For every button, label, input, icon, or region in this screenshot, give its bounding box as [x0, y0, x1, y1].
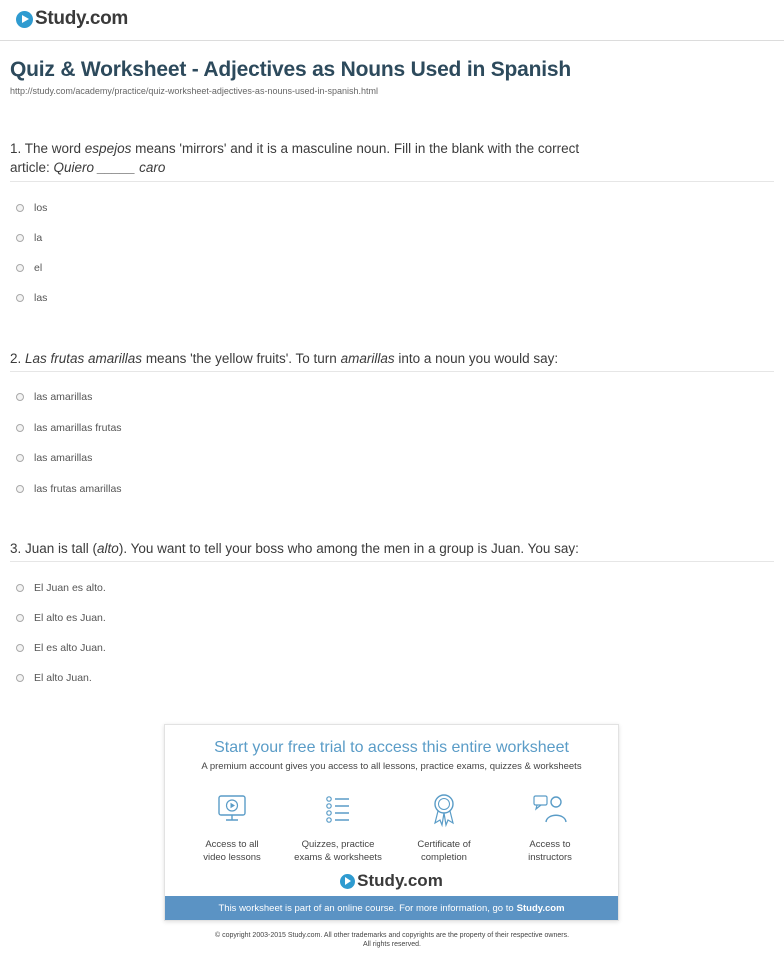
radio-button[interactable]	[16, 644, 24, 652]
q3-option-4[interactable]: El alto Juan.	[16, 672, 92, 684]
q3-option-3[interactable]: El es alto Juan.	[16, 642, 106, 654]
q2-option-3[interactable]: las amarillas	[16, 452, 92, 464]
quiz-list-icon	[318, 789, 358, 829]
header-divider	[0, 40, 784, 41]
radio-button[interactable]	[16, 674, 24, 682]
study-link[interactable]: Study.com	[516, 902, 565, 914]
radio-button[interactable]	[16, 234, 24, 242]
question-divider	[10, 371, 774, 372]
radio-button[interactable]	[16, 584, 24, 592]
q1-option-2[interactable]: la	[16, 232, 42, 244]
play-logo-icon	[340, 874, 355, 889]
q1-option-3[interactable]: el	[16, 262, 42, 274]
study-logo[interactable]	[16, 8, 128, 30]
radio-button[interactable]	[16, 393, 24, 401]
q2-option-1[interactable]: las amarillas	[16, 391, 92, 403]
feature-instructors: Access to instructors	[495, 789, 605, 864]
radio-button[interactable]	[16, 424, 24, 432]
q1-option-4[interactable]: las	[16, 292, 47, 304]
question-divider	[10, 181, 774, 182]
question-divider	[10, 561, 774, 562]
q2-option-4[interactable]: las frutas amarillas	[16, 483, 122, 495]
q2-option-2[interactable]: las amarillas frutas	[16, 422, 122, 434]
q3-option-1[interactable]: El Juan es alto.	[16, 582, 106, 594]
video-lesson-icon	[212, 789, 252, 829]
q1-option-1[interactable]: los	[16, 202, 47, 214]
promo-logo[interactable]: Study.com	[165, 871, 618, 891]
play-logo-icon	[16, 11, 33, 28]
radio-button[interactable]	[16, 204, 24, 212]
q3-option-2[interactable]: El alto es Juan.	[16, 612, 106, 624]
radio-button[interactable]	[16, 614, 24, 622]
page-title: Quiz & Worksheet - Adjectives as Nouns Used in Spanish	[10, 58, 571, 81]
feature-quizzes: Quizzes, practice exams & worksheets	[283, 789, 393, 864]
question-2: 2. Las frutas amarillas means 'the yellow fruits'. To turn amarillas into a noun you would say:	[10, 351, 559, 366]
copyright-footer: © copyright 2003-2015 Study.com. All other trademarks and copyrights are the property of their respective owners. All rights reserved.	[214, 932, 570, 948]
radio-button[interactable]	[16, 454, 24, 462]
radio-button[interactable]	[16, 485, 24, 493]
question-1: 1. The word espejos means 'mirrors' and it is a masculine noun. Fill in the blank with the correct article: Quiero _____ caro	[10, 141, 580, 175]
free-trial-promo	[164, 724, 619, 921]
radio-button[interactable]	[16, 264, 24, 272]
feature-video-lessons: Access to all video lessons	[177, 789, 287, 864]
question-3: 3. Juan is tall (alto). You want to tell your boss who among the men in a group is Juan. You say:	[10, 541, 579, 556]
radio-button[interactable]	[16, 294, 24, 302]
feature-certificate: Certificate of completion	[389, 789, 499, 864]
instructor-icon	[530, 789, 570, 829]
logo-text: Study.com	[35, 8, 129, 29]
promo-subtitle: A premium account gives you access to all lessons, practice exams, quizzes & worksheets	[201, 761, 582, 772]
promo-headline[interactable]: Start your free trial to access this entire worksheet	[214, 739, 569, 756]
page-url: http://study.com/academy/practice/quiz-worksheet-adjectives-as-nouns-used-in-spanish.html	[10, 86, 378, 96]
certificate-icon	[424, 789, 464, 829]
course-info-bar: This worksheet is part of an online course. For more information, go to Study.com	[165, 896, 618, 920]
